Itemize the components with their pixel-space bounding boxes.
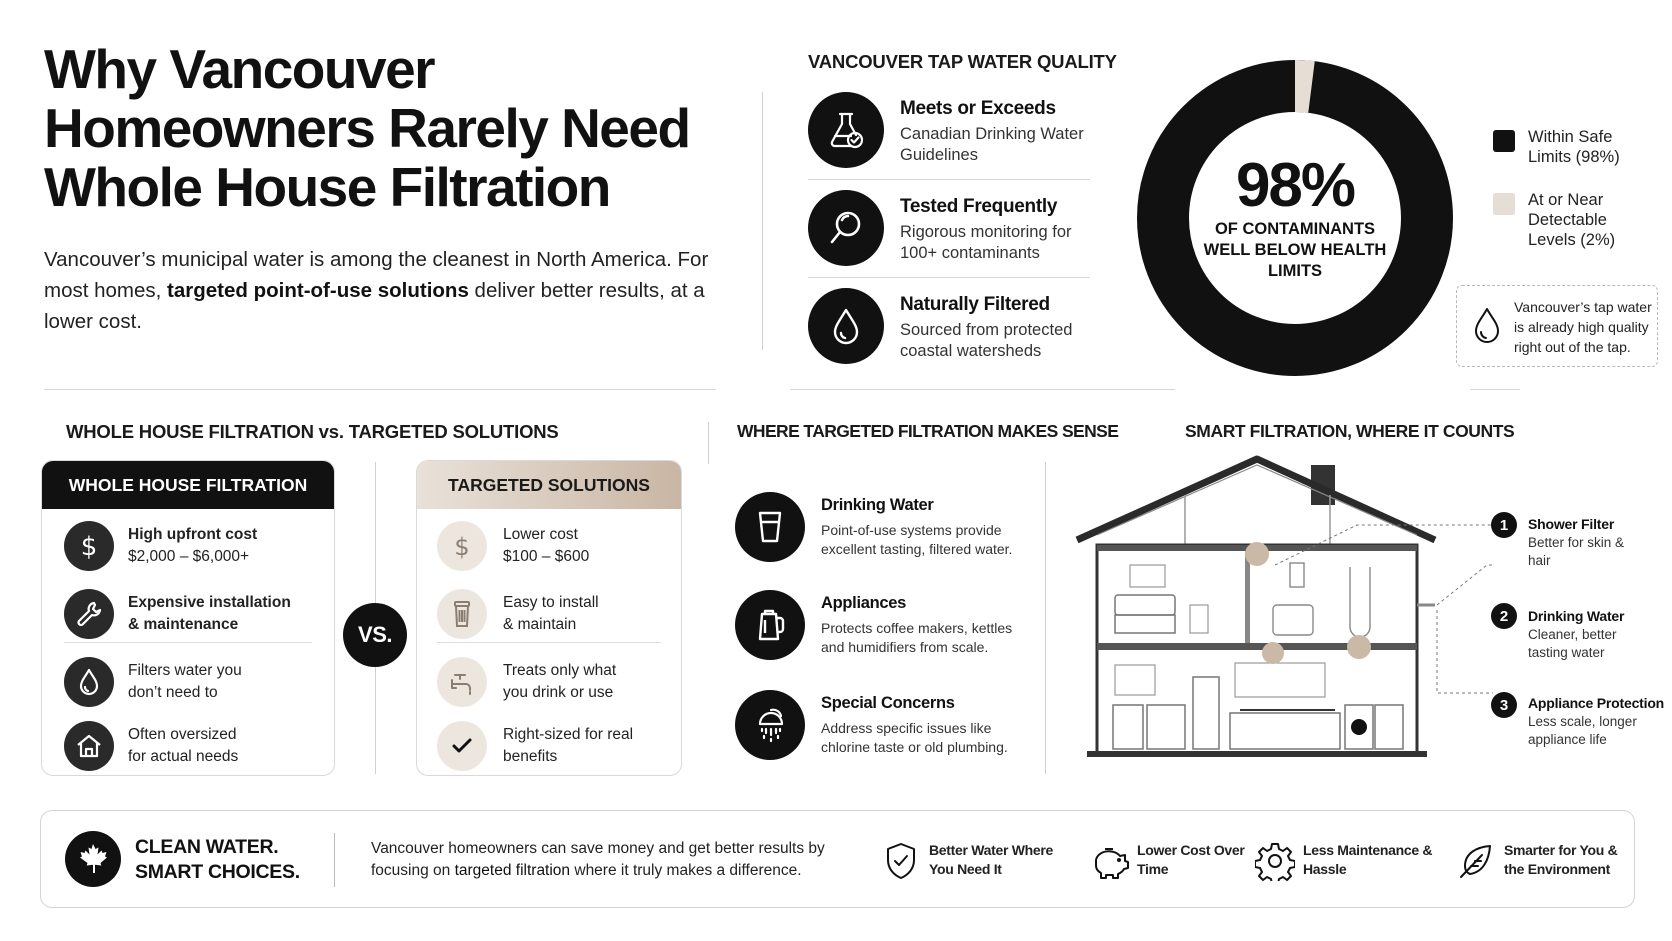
callout-number: 1 xyxy=(1491,512,1517,538)
checkmark-icon xyxy=(437,721,487,771)
svg-text:$: $ xyxy=(454,533,470,561)
washer-door xyxy=(1351,719,1367,735)
donut-percentage: 98% xyxy=(1235,151,1355,220)
quality-item xyxy=(808,288,1093,378)
targeted-row-text: Treats only what you drink or use xyxy=(503,662,617,701)
house-roof xyxy=(1077,459,1435,540)
comparison-divider xyxy=(708,422,709,464)
vs-badge: VS. xyxy=(343,603,407,667)
callout-title: Drinking Water xyxy=(1528,608,1625,624)
callout-title: Appliance Protection xyxy=(1528,695,1665,711)
targeted-row xyxy=(417,583,681,647)
quality-item xyxy=(808,92,1093,182)
footer-feature-label: Lower Cost Over Time xyxy=(1137,842,1245,877)
footer-feature-label: Less Maintenance & Hassle xyxy=(1303,842,1433,877)
where-section-title: WHERE TARGETED FILTRATION MAKES SENSE xyxy=(737,421,1119,441)
whole-house-row-text: Often oversized for actual needs xyxy=(128,726,239,765)
ground-floor xyxy=(1087,751,1427,757)
card-divider xyxy=(437,642,661,643)
whole-house-row xyxy=(42,715,334,776)
whole-house-row xyxy=(42,651,334,715)
targeted-row xyxy=(417,515,681,579)
where-item-text: Address specific issues like chlorine taste or old plumbing. xyxy=(821,720,1008,755)
whole-house-card-title: WHOLE HOUSE FILTRATION xyxy=(42,461,334,509)
targeted-row xyxy=(417,651,681,715)
where-divider xyxy=(1045,462,1046,774)
callout-title: Shower Filter xyxy=(1528,516,1615,532)
maple-leaf-icon xyxy=(65,831,121,887)
quality-divider xyxy=(808,179,1090,180)
donut-caption: OF CONTAMINANTS WELL BELOW HEALTH LIMITS xyxy=(1203,220,1387,280)
callout-text: Less scale, longer appliance life xyxy=(1528,714,1637,747)
upper-room-wall xyxy=(1245,551,1250,643)
footer-divider xyxy=(334,833,335,887)
whole-house-row xyxy=(42,515,334,579)
callout-line-3 xyxy=(1437,610,1493,693)
where-item-title: Drinking Water xyxy=(821,496,934,514)
legend-label-near-detectable: At or Near Detectable Levels (2%) xyxy=(1528,191,1616,249)
whole-house-row-text: Expensive installation & maintenance xyxy=(128,594,291,633)
quality-note xyxy=(1456,285,1658,367)
callout-marker-appliance xyxy=(1347,635,1371,659)
quality-note-text: Vancouver’s tap water is already high quality right out of the tap. xyxy=(1514,299,1652,355)
whole-house-row xyxy=(42,583,334,647)
footer-feature xyxy=(1253,835,1433,885)
attic-studs xyxy=(1185,495,1330,545)
targeted-row-text: Lower cost $100 – $600 xyxy=(503,526,590,565)
whole-house-row-text: High upfront cost $2,000 – $6,000+ xyxy=(128,526,258,565)
where-item xyxy=(735,590,1025,670)
dollar-icon xyxy=(437,521,487,571)
callout-text: Better for skin & hair xyxy=(1528,535,1625,568)
card-divider xyxy=(64,642,312,643)
water-drop-icon xyxy=(808,288,884,364)
quality-item-text: Rigorous monitoring for 100+ contaminants xyxy=(900,223,1072,262)
house-icon xyxy=(64,721,114,771)
quality-item-title: Tested Frequently xyxy=(900,196,1058,217)
svg-text:$: $ xyxy=(80,532,98,562)
where-item-text: Protects coffee makers, kettles and humidifiers from scale. xyxy=(821,620,1013,655)
whole-house-row-text: Filters water you don’t need to xyxy=(128,662,242,701)
magnifier-icon xyxy=(808,190,884,266)
where-item-title: Appliances xyxy=(821,594,907,612)
kettle-icon xyxy=(735,590,805,660)
callout-marker-shower xyxy=(1245,542,1269,566)
quality-item-title: Meets or Exceeds xyxy=(900,98,1056,119)
quality-item-text: Sourced from protected coastal watersheds xyxy=(900,321,1073,360)
footer-feature xyxy=(1454,835,1629,885)
targeted-card-title: TARGETED SOLUTIONS xyxy=(417,461,681,509)
wrench-icon xyxy=(64,589,114,639)
footer-brand: CLEAN WATER. SMART CHOICES. xyxy=(135,836,300,883)
where-item-title: Special Concerns xyxy=(821,694,955,712)
footer-feature xyxy=(1087,835,1247,885)
shield-check-icon xyxy=(879,839,923,883)
page-subtitle: Vancouver’s municipal water is among the cleanest in North America. For most homes, targeted point-of-use solutions deliver better results, at a lower cost. xyxy=(44,248,709,333)
where-item xyxy=(735,690,1025,770)
callout-text: Cleaner, better tasting water xyxy=(1528,627,1617,660)
quality-divider xyxy=(808,277,1090,278)
footer-feature-label: Better Water Where You Need It xyxy=(929,842,1053,877)
footer-message: Vancouver homeowners can save money and get better results by focusing on targeted filtration where it truly makes a difference. xyxy=(371,840,825,879)
where-item xyxy=(735,492,1025,572)
comparison-section-title: WHOLE HOUSE FILTRATION vs. TARGETED SOLUTIONS xyxy=(66,421,559,442)
shower-icon xyxy=(735,690,805,760)
callout-marker-drinking xyxy=(1262,642,1284,664)
section-divider xyxy=(790,389,1175,390)
legend-swatch-safe xyxy=(1493,130,1515,152)
flask-check-icon xyxy=(808,92,884,168)
legend-label-safe: Within Safe Limits (98%) xyxy=(1528,128,1620,166)
piggy-bank-icon xyxy=(1087,839,1131,883)
callout-line-2 xyxy=(1437,565,1493,605)
dollar-icon xyxy=(64,521,114,571)
leaf-icon xyxy=(1454,839,1498,883)
legend-swatch-near-detectable xyxy=(1493,193,1515,215)
whole-house-card xyxy=(41,460,335,776)
callout-number: 2 xyxy=(1491,603,1517,629)
footer-banner xyxy=(40,810,1635,908)
where-item-text: Point-of-use systems provide excellent tasting, filtered water. xyxy=(821,522,1013,557)
filter-cartridge-icon xyxy=(437,589,487,639)
targeted-row xyxy=(417,715,681,776)
footer-feature xyxy=(879,835,1054,885)
gear-icon xyxy=(1253,839,1297,883)
water-drop-icon xyxy=(64,657,114,707)
hero-divider xyxy=(762,92,763,350)
targeted-row-text: Right-sized for real benefits xyxy=(503,726,634,765)
section-divider xyxy=(44,389,716,390)
smart-section-title: SMART FILTRATION, WHERE IT COUNTS xyxy=(1185,421,1515,441)
faucet-icon xyxy=(437,657,487,707)
quality-item-title: Naturally Filtered xyxy=(900,294,1050,315)
footer-feature-label: Smarter for You & the Environment xyxy=(1504,842,1618,877)
quality-item xyxy=(808,190,1093,280)
glass-icon xyxy=(735,492,805,562)
water-drop-icon xyxy=(1471,306,1503,351)
page-title: Why Vancouver Homeowners Rarely Need Whole House Filtration xyxy=(44,38,690,218)
callout-number: 3 xyxy=(1491,692,1517,718)
quality-section-title: VANCOUVER TAP WATER QUALITY xyxy=(808,51,1117,72)
targeted-card xyxy=(416,460,682,776)
section-divider xyxy=(1470,389,1520,390)
quality-item-text: Canadian Drinking Water Guidelines xyxy=(900,125,1084,164)
targeted-row-text: Easy to install & maintain xyxy=(503,594,599,633)
